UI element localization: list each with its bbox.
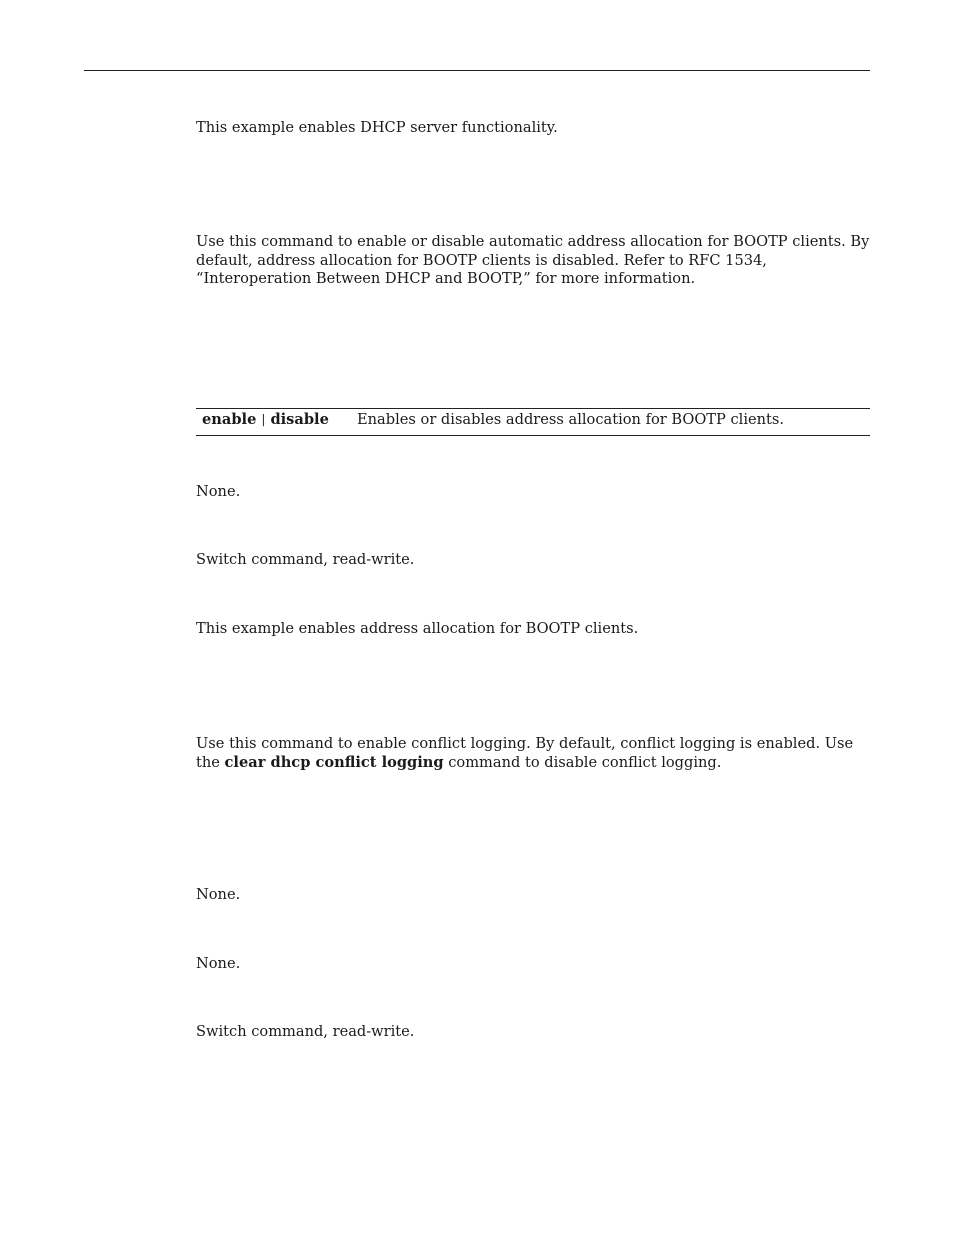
bootp-defaults: None. (196, 483, 241, 500)
conflict-logging-defaults: None. (196, 955, 241, 972)
conflict-desc-part2: command to disable conflict logging. (443, 753, 722, 771)
param-disable: disable (270, 411, 329, 428)
conflict-logging-description (196, 735, 870, 772)
parameter-table (196, 408, 870, 436)
bootp-description: Use this command to enable or disable automatic address allocation for BOOTP clients. By default, address allocation for BOOTP clients is disabled. Refer to RFC 1534, “Interoperation Between DHCP and BOOTP,” for more information. (196, 233, 870, 287)
conflict-desc-part1: Use this command to enable conflict logging. By default, conflict logging is enabled. Use the (196, 735, 854, 771)
parameter-name (202, 411, 329, 428)
parameter-description: Enables or disables address allocation for BOOTP clients. (357, 411, 785, 428)
clear-dhcp-conflict-logging-command: clear dhcp conflict logging (224, 753, 444, 771)
param-enable: enable (202, 411, 257, 428)
param-separator: | (261, 412, 266, 426)
bootp-mode: Switch command, read-write. (196, 551, 415, 568)
bootp-example-text: This example enables address allocation for BOOTP clients. (196, 620, 639, 637)
conflict-logging-parameters: None. (196, 886, 241, 903)
conflict-logging-mode: Switch command, read-write. (196, 1023, 415, 1040)
header-rule (84, 70, 870, 71)
example-text-dhcp-server: This example enables DHCP server functionality. (196, 119, 558, 136)
